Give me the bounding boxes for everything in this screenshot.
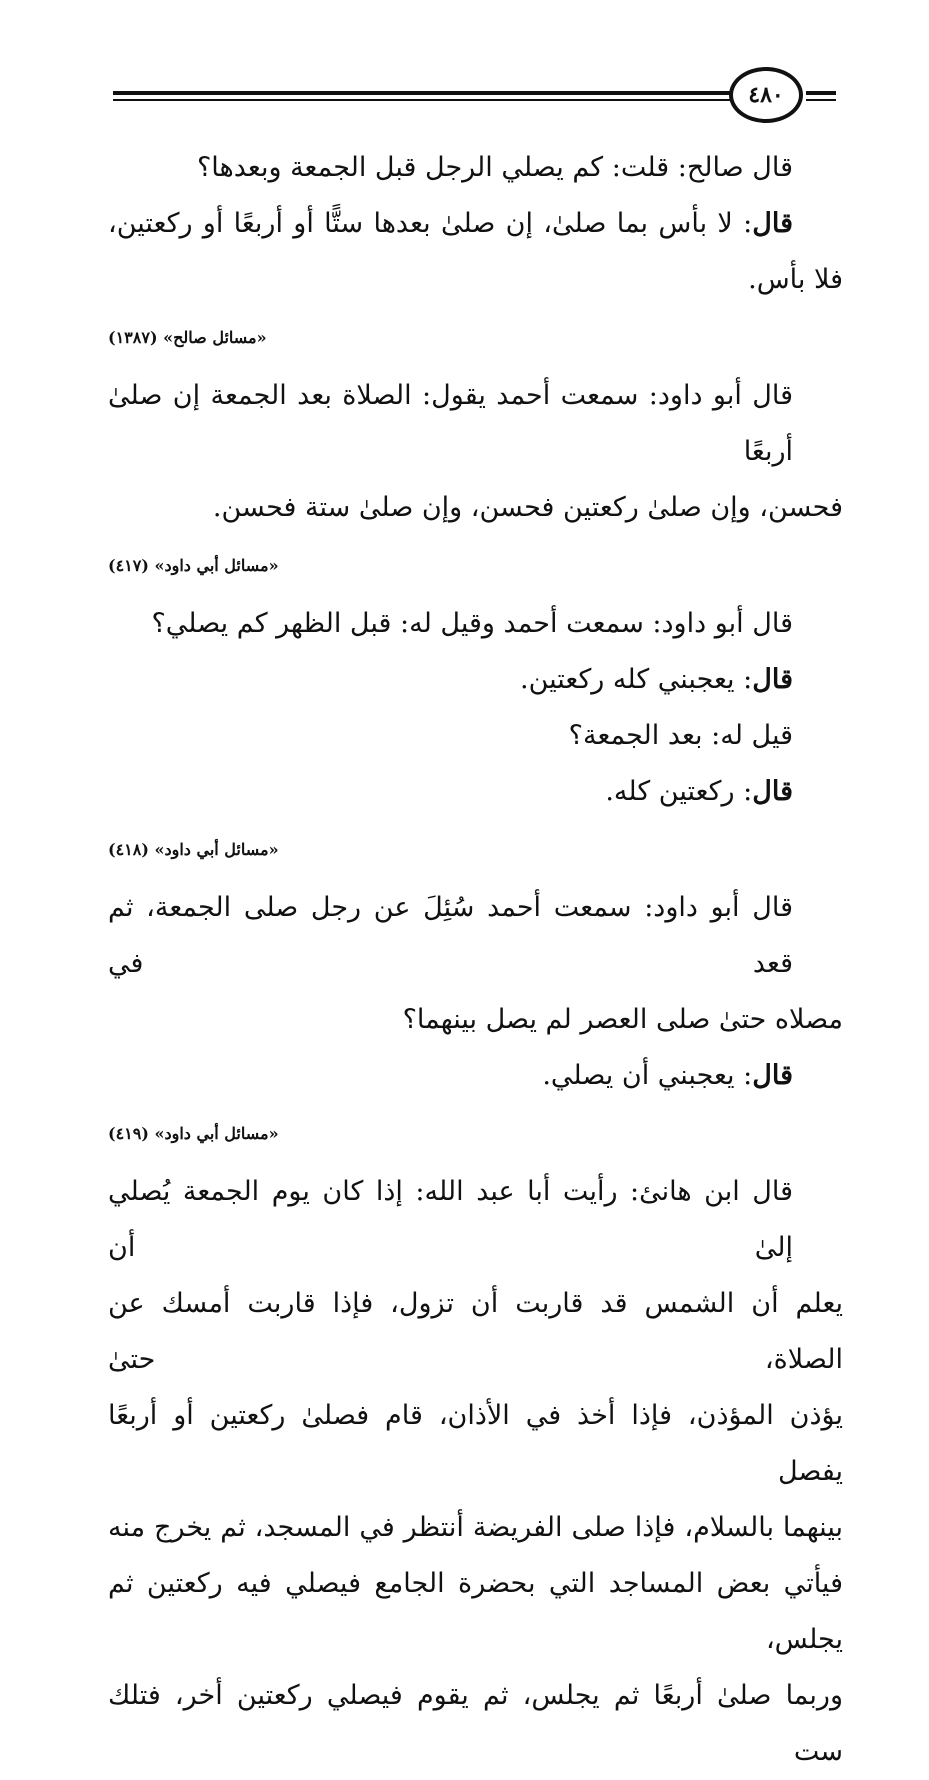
speaker-label: قال (752, 776, 793, 807)
text-line (108, 992, 843, 1048)
source-reference: «مسائل أبي داود» (٤١٨) (108, 840, 279, 859)
line-text: قال أبو داود: سمعت أحمد يقول: الصلاة بعد الجمعة إن صلىٰ أربعًا (108, 380, 793, 467)
line-text: قيل له: بعد الجمعة؟ (568, 720, 793, 751)
source-reference: «مسائل أبي داود» (٤١٩) (108, 1124, 279, 1143)
line-text: فحسن، وإن صلىٰ ركعتين فحسن، وإن صلىٰ ستة فحسن. (212, 492, 843, 523)
line-text: وربما صلىٰ أربعًا ثم يجلس، ثم يقوم فيصلي ركعتين أخر، فتلك ست (108, 1680, 843, 1767)
page-header (0, 0, 929, 130)
text-line (108, 596, 843, 652)
line-text: مصلاه حتىٰ صلى العصر لم يصل بينهما؟ (402, 1004, 843, 1035)
line-text: قال ابن هانئ: رأيت أبا عبد الله: إذا كان يوم الجمعة يُصلي إلىٰ أن (108, 1176, 793, 1263)
text-line (108, 1556, 843, 1668)
line-text: بينهما بالسلام، فإذا صلى الفريضة أنتظر في المسجد، ثم يخرج منه (108, 1512, 843, 1543)
line-text: : لا بأس بما صلىٰ، إن صلىٰ بعدها ستًّا أو أربعًا أو ركعتين، (108, 208, 753, 239)
line-text: قال أبو داود: سمعت أحمد سُئِلَ عن رجل صلى الجمعة، ثم قعد في (108, 892, 793, 979)
text-block (108, 880, 843, 1146)
header-rule-right-top (806, 91, 836, 95)
page-body (108, 140, 843, 1780)
line-text: : ركعتين كله. (605, 776, 753, 807)
text-line (108, 880, 843, 992)
text-line (108, 1668, 843, 1780)
text-line (108, 764, 843, 820)
header-rule-top (113, 91, 733, 95)
text-line (108, 1276, 843, 1388)
text-line (108, 480, 843, 536)
line-text: يؤذن المؤذن، فإذا أخذ في الأذان، قام فصلىٰ ركعتين أو أربعًا يفصل (108, 1400, 843, 1487)
text-line (108, 196, 843, 252)
text-line (108, 1164, 843, 1276)
header-rule-bottom (113, 99, 733, 101)
line-text: فيأتي بعض المساجد التي بحضرة الجامع فيصلي فيه ركعتين ثم يجلس، (108, 1568, 843, 1655)
source-reference: «مسائل صالح» (١٣٨٧) (108, 328, 267, 347)
text-block (108, 1164, 843, 1780)
line-text: يعلم أن الشمس قد قاربت أن تزول، فإذا قاربت أمسك عن الصلاة، حتىٰ (108, 1288, 843, 1375)
source-reference: «مسائل أبي داود» (٤١٧) (108, 556, 279, 575)
speaker-label: قال (752, 1060, 793, 1091)
text-line (108, 252, 843, 308)
speaker-label: قال (752, 208, 793, 239)
line-text: : يعجبني أن يصلي. (542, 1060, 753, 1091)
text-block (108, 140, 843, 350)
line-text: قال أبو داود: سمعت أحمد وقيل له: قبل الظهر كم يصلي؟ (151, 608, 793, 639)
page-number: ٤٨٠ (729, 67, 803, 123)
text-line (108, 1048, 843, 1104)
text-line (108, 708, 843, 764)
text-line (108, 652, 843, 708)
text-line (108, 1388, 843, 1500)
header-rule-right-bottom (806, 99, 836, 101)
text-line (108, 140, 843, 196)
line-text: : يعجبني كله ركعتين. (520, 664, 753, 695)
text-block (108, 368, 843, 578)
line-text: فلا بأس. (748, 264, 843, 295)
text-line (108, 368, 843, 480)
speaker-label: قال (752, 664, 793, 695)
text-line (108, 1500, 843, 1556)
text-block (108, 596, 843, 862)
line-text: قال صالح: قلت: كم يصلي الرجل قبل الجمعة وبعدها؟ (196, 152, 793, 183)
